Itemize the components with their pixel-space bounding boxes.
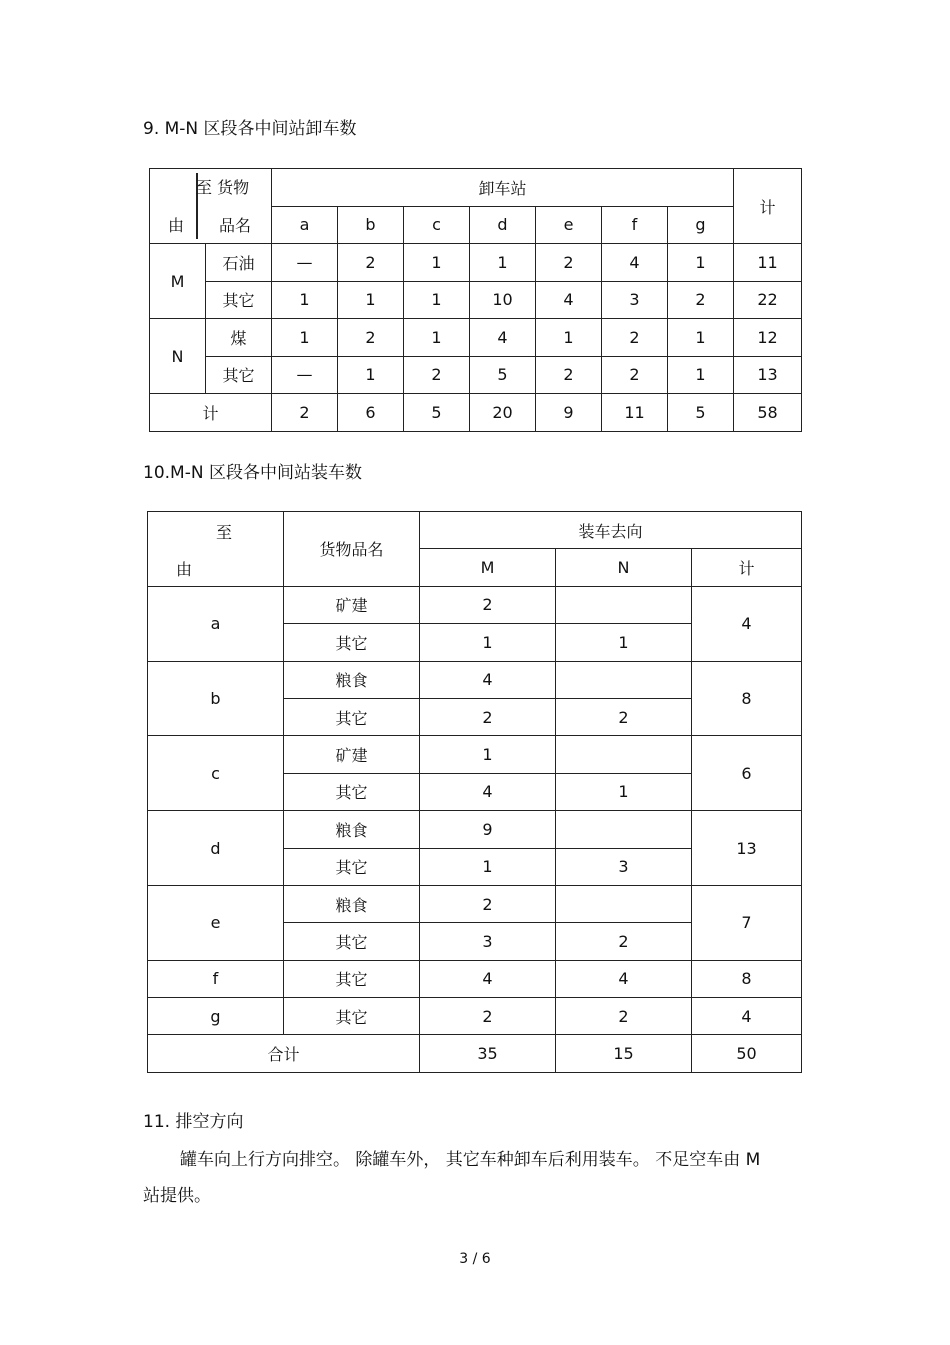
grand-total-cell: 50 <box>692 1035 802 1072</box>
origin-cell: g <box>148 998 284 1035</box>
value-cell: 1 <box>404 281 470 319</box>
value-cell: 2 <box>668 281 734 319</box>
row-total-cell: 12 <box>734 319 802 357</box>
origin-cell: M <box>150 244 206 319</box>
header-to: 至 <box>216 523 233 542</box>
sum-label: 合计 <box>148 1035 420 1072</box>
grand-total-cell: 58 <box>734 394 802 432</box>
value-cell: 4 <box>602 244 668 282</box>
value-cell: 3 <box>602 281 668 319</box>
cargo-cell: 粮食 <box>284 811 420 848</box>
sum-row <box>148 1035 802 1072</box>
cargo-cell: 石油 <box>206 244 272 282</box>
value-cell: 1 <box>338 281 404 319</box>
n-cell: 2 <box>556 923 692 960</box>
station-header: d <box>470 206 536 244</box>
group-total-cell: 8 <box>692 661 802 736</box>
row-total-cell: 22 <box>734 281 802 319</box>
direction-n-header: N <box>556 549 692 586</box>
value-cell: 1 <box>272 319 338 357</box>
cargo-cell: 矿建 <box>284 586 420 623</box>
header-from: 由 <box>176 560 193 579</box>
value-cell: — <box>272 356 338 394</box>
cargo-header: 货物品名 <box>284 512 420 587</box>
group-total-cell: 13 <box>692 811 802 886</box>
station-header: e <box>536 206 602 244</box>
m-cell: 4 <box>420 960 556 997</box>
n-cell: 4 <box>556 960 692 997</box>
cargo-cell: 煤 <box>206 319 272 357</box>
value-cell: 2 <box>338 244 404 282</box>
value-cell: 2 <box>536 356 602 394</box>
m-cell: 9 <box>420 811 556 848</box>
origin-cell: b <box>148 661 284 736</box>
sum-cell: 20 <box>470 394 536 432</box>
sum-cell: 2 <box>272 394 338 432</box>
value-cell: 1 <box>470 244 536 282</box>
unloading-station-header: 卸车站 <box>272 169 734 207</box>
n-cell <box>556 885 692 922</box>
m-cell: 1 <box>420 624 556 661</box>
header-to-cargo: 至 货物 <box>196 178 250 197</box>
m-cell: 2 <box>420 885 556 922</box>
table-row <box>148 998 802 1035</box>
paragraph-line-2: 站提供。 <box>143 1186 211 1206</box>
cargo-cell: 其它 <box>206 356 272 394</box>
table-row <box>150 356 802 394</box>
cargo-cell: 粮食 <box>284 661 420 698</box>
table-row <box>148 586 802 623</box>
table-row <box>150 281 802 319</box>
m-cell: 4 <box>420 773 556 810</box>
value-cell: — <box>272 244 338 282</box>
n-cell: 3 <box>556 848 692 885</box>
total-header: 计 <box>734 169 802 244</box>
cargo-cell: 其它 <box>284 998 420 1035</box>
section-9-title: 9. M-N 区段各中间站卸车数 <box>143 119 357 139</box>
direction-m-header: M <box>420 549 556 586</box>
value-cell: 2 <box>338 319 404 357</box>
origin-cell: c <box>148 736 284 811</box>
table-row <box>150 319 802 357</box>
cargo-cell: 其它 <box>284 773 420 810</box>
cargo-cell: 其它 <box>284 624 420 661</box>
n-cell <box>556 586 692 623</box>
station-header: a <box>272 206 338 244</box>
table-row <box>148 960 802 997</box>
cargo-cell: 粮食 <box>284 885 420 922</box>
station-header: c <box>404 206 470 244</box>
row-total-cell: 13 <box>734 356 802 394</box>
m-cell: 4 <box>420 661 556 698</box>
sum-cell: 9 <box>536 394 602 432</box>
table-row <box>148 811 802 848</box>
origin-cell: a <box>148 586 284 661</box>
value-cell: 2 <box>536 244 602 282</box>
table-row <box>150 244 802 282</box>
n-cell: 1 <box>556 773 692 810</box>
cargo-cell: 其它 <box>284 848 420 885</box>
value-cell: 1 <box>272 281 338 319</box>
cargo-cell: 其它 <box>284 960 420 997</box>
cargo-cell: 其它 <box>206 281 272 319</box>
cargo-cell: 其它 <box>284 923 420 960</box>
loading-direction-header: 装车去向 <box>420 512 802 549</box>
station-header: b <box>338 206 404 244</box>
group-total-cell: 6 <box>692 736 802 811</box>
table-row <box>148 661 802 698</box>
n-cell <box>556 811 692 848</box>
value-cell: 5 <box>470 356 536 394</box>
value-cell: 1 <box>404 319 470 357</box>
row-total-cell: 11 <box>734 244 802 282</box>
table-row <box>148 736 802 773</box>
sum-m-cell: 35 <box>420 1035 556 1072</box>
cargo-cell: 其它 <box>284 698 420 735</box>
m-cell: 2 <box>420 586 556 623</box>
group-total-cell: 7 <box>692 885 802 960</box>
group-total-cell: 4 <box>692 998 802 1035</box>
from-to-header-cell <box>148 512 284 587</box>
n-cell <box>556 661 692 698</box>
paragraph-line-1: 罐车向上行方向排空。 除罐车外， 其它车种卸车后利用装车。 不足空车由 M <box>180 1150 761 1170</box>
section-11-title: 11. 排空方向 <box>143 1112 244 1132</box>
value-cell: 4 <box>536 281 602 319</box>
station-header: f <box>602 206 668 244</box>
origin-cell: f <box>148 960 284 997</box>
origin-cell: N <box>150 319 206 394</box>
origin-cell: e <box>148 885 284 960</box>
sum-cell: 5 <box>404 394 470 432</box>
sum-row <box>150 394 802 432</box>
m-cell: 2 <box>420 698 556 735</box>
value-cell: 2 <box>602 356 668 394</box>
station-header: g <box>668 206 734 244</box>
value-cell: 4 <box>470 319 536 357</box>
value-cell: 1 <box>668 319 734 357</box>
loading-table <box>147 511 802 1073</box>
m-cell: 2 <box>420 998 556 1035</box>
section-10-title: 10.M-N 区段各中间站装车数 <box>143 463 362 483</box>
m-cell: 3 <box>420 923 556 960</box>
m-cell: 1 <box>420 736 556 773</box>
n-cell: 2 <box>556 998 692 1035</box>
sum-n-cell: 15 <box>556 1035 692 1072</box>
origin-cell: d <box>148 811 284 886</box>
header-from: 由 <box>168 216 185 235</box>
group-total-cell: 4 <box>692 586 802 661</box>
value-cell: 1 <box>338 356 404 394</box>
diagonal-header-cell <box>150 169 272 244</box>
table-row <box>148 885 802 922</box>
m-cell: 1 <box>420 848 556 885</box>
value-cell: 1 <box>668 244 734 282</box>
value-cell: 1 <box>536 319 602 357</box>
value-cell: 2 <box>602 319 668 357</box>
n-cell <box>556 736 692 773</box>
n-cell: 1 <box>556 624 692 661</box>
sum-cell: 5 <box>668 394 734 432</box>
unloading-table <box>149 168 802 432</box>
sum-cell: 11 <box>602 394 668 432</box>
value-cell: 10 <box>470 281 536 319</box>
group-total-cell: 8 <box>692 960 802 997</box>
total-header: 计 <box>692 549 802 586</box>
value-cell: 2 <box>404 356 470 394</box>
header-cargo-name: 品名 <box>219 216 252 235</box>
value-cell: 1 <box>404 244 470 282</box>
sum-label: 计 <box>150 394 272 432</box>
page-number: 3 / 6 <box>459 1251 491 1267</box>
cargo-cell: 矿建 <box>284 736 420 773</box>
value-cell: 1 <box>668 356 734 394</box>
n-cell: 2 <box>556 698 692 735</box>
sum-cell: 6 <box>338 394 404 432</box>
